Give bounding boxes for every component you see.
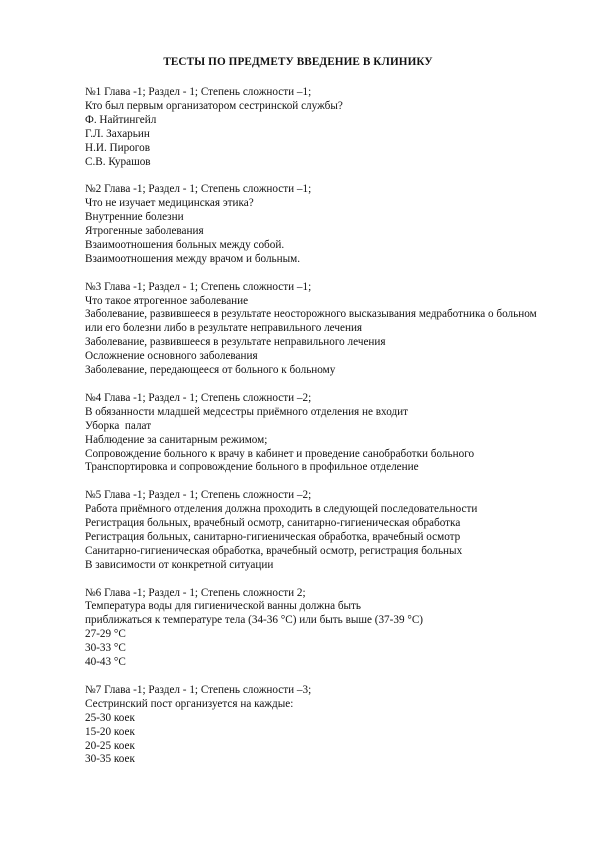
- answer-option: Регистрация больных, санитарно-гигиеническая обработка, врачебный осмотр: [85, 530, 461, 543]
- answer-option: 40-43 °C: [85, 656, 126, 669]
- question-block-3: [85, 281, 545, 378]
- question-header: №4 Глава -1; Раздел - 1; Степень сложности –2;: [85, 391, 312, 404]
- question-header: №1 Глава -1; Раздел - 1; Степень сложности –1;: [85, 86, 312, 98]
- document-title: ТЕСТЫ ПО ПРЕДМЕТУ ВВЕДЕНИЕ В КЛИНИКУ: [163, 56, 433, 68]
- answer-option: Транспортировка и сопровождение больного в профильное отделение: [85, 461, 419, 474]
- answer-option: 30-33 °C: [85, 642, 126, 655]
- question-block-6: [85, 587, 545, 670]
- question-block-7: [85, 684, 545, 767]
- question-text: Работа приёмного отделения должна проходить в следующей последовательности: [85, 503, 478, 516]
- answer-option: приближаться к температуре тела (34-36 °C) или быть выше (37-39 °C): [85, 614, 424, 627]
- questions-list: [85, 86, 545, 781]
- question-text: В обязанности младшей медсестры приёмного отделения не входит: [85, 405, 409, 418]
- answer-option-continuation: или его болезни либо в результате неправильного лечения: [85, 322, 363, 335]
- question-header: №5 Глава -1; Раздел - 1; Степень сложности –2;: [85, 489, 312, 502]
- question-text: Температура воды для гигиенической ванны должна быть: [85, 600, 362, 613]
- question-header: №7 Глава -1; Раздел - 1; Степень сложности –3;: [85, 683, 312, 696]
- answer-option: 25-30 коек: [85, 711, 135, 724]
- question-block-1: [85, 86, 545, 169]
- answer-option: Внутренние болезни: [85, 211, 184, 224]
- answer-option: Ятрогенные заболевания: [85, 225, 204, 238]
- answer-option: 27-29 °C: [85, 628, 126, 641]
- answer-option: 15-20 коек: [85, 725, 135, 738]
- question-header: №3 Глава -1; Раздел - 1; Степень сложности –1;: [85, 280, 312, 293]
- answer-option: Ф. Найтингейл: [85, 113, 157, 126]
- answer-option: С.В. Курашов: [85, 155, 151, 168]
- question-header: №2 Глава -1; Раздел - 1; Степень сложности –1;: [85, 183, 312, 196]
- answer-option: Уборка палат: [85, 419, 152, 432]
- answer-option: Наблюдение за санитарным режимом;: [85, 433, 268, 446]
- answer-option: Сопровождение больного к врачу в кабинет и проведение санобработки больного: [85, 447, 475, 460]
- answer-option: Заболевание, развившееся в результате неосторожного высказывания медработника о больном: [85, 308, 537, 321]
- question-block-5: [85, 489, 545, 572]
- answer-option: В зависимости от конкретной ситуации: [85, 558, 274, 571]
- answer-option: Санитарно-гигиеническая обработка, врачебный осмотр, регистрация больных: [85, 544, 463, 557]
- answer-option: 20-25 коек: [85, 739, 135, 752]
- answer-option: Осложнение основного заболевания: [85, 350, 258, 363]
- answer-option: Взаимоотношения больных между собой.: [85, 238, 285, 251]
- answer-option: Н.И. Пирогов: [85, 141, 150, 154]
- answer-option: Г.Л. Захарьин: [85, 127, 150, 140]
- question-header: №6 Глава -1; Раздел - 1; Степень сложности 2;: [85, 586, 306, 599]
- question-text: Сестринский пост организуется на каждые:: [85, 697, 294, 710]
- answer-option: Регистрация больных, врачебный осмотр, санитарно-гигиеническая обработка: [85, 517, 461, 530]
- answer-option: Заболевание, передающееся от больного к больному: [85, 364, 336, 377]
- question-block-2: [85, 183, 545, 266]
- answer-option: Взаимоотношения между врачом и больным.: [85, 252, 301, 265]
- answer-option: 30-35 коек: [85, 753, 135, 766]
- answer-option: Заболевание, развившееся в результате неправильного лечения: [85, 336, 386, 349]
- question-text: Кто был первым организатором сестринской службы?: [85, 99, 343, 112]
- question-text: Что не изучает медицинская этика?: [85, 197, 254, 210]
- question-text: Что такое ятрогенное заболевание: [85, 294, 249, 307]
- question-block-4: [85, 392, 545, 475]
